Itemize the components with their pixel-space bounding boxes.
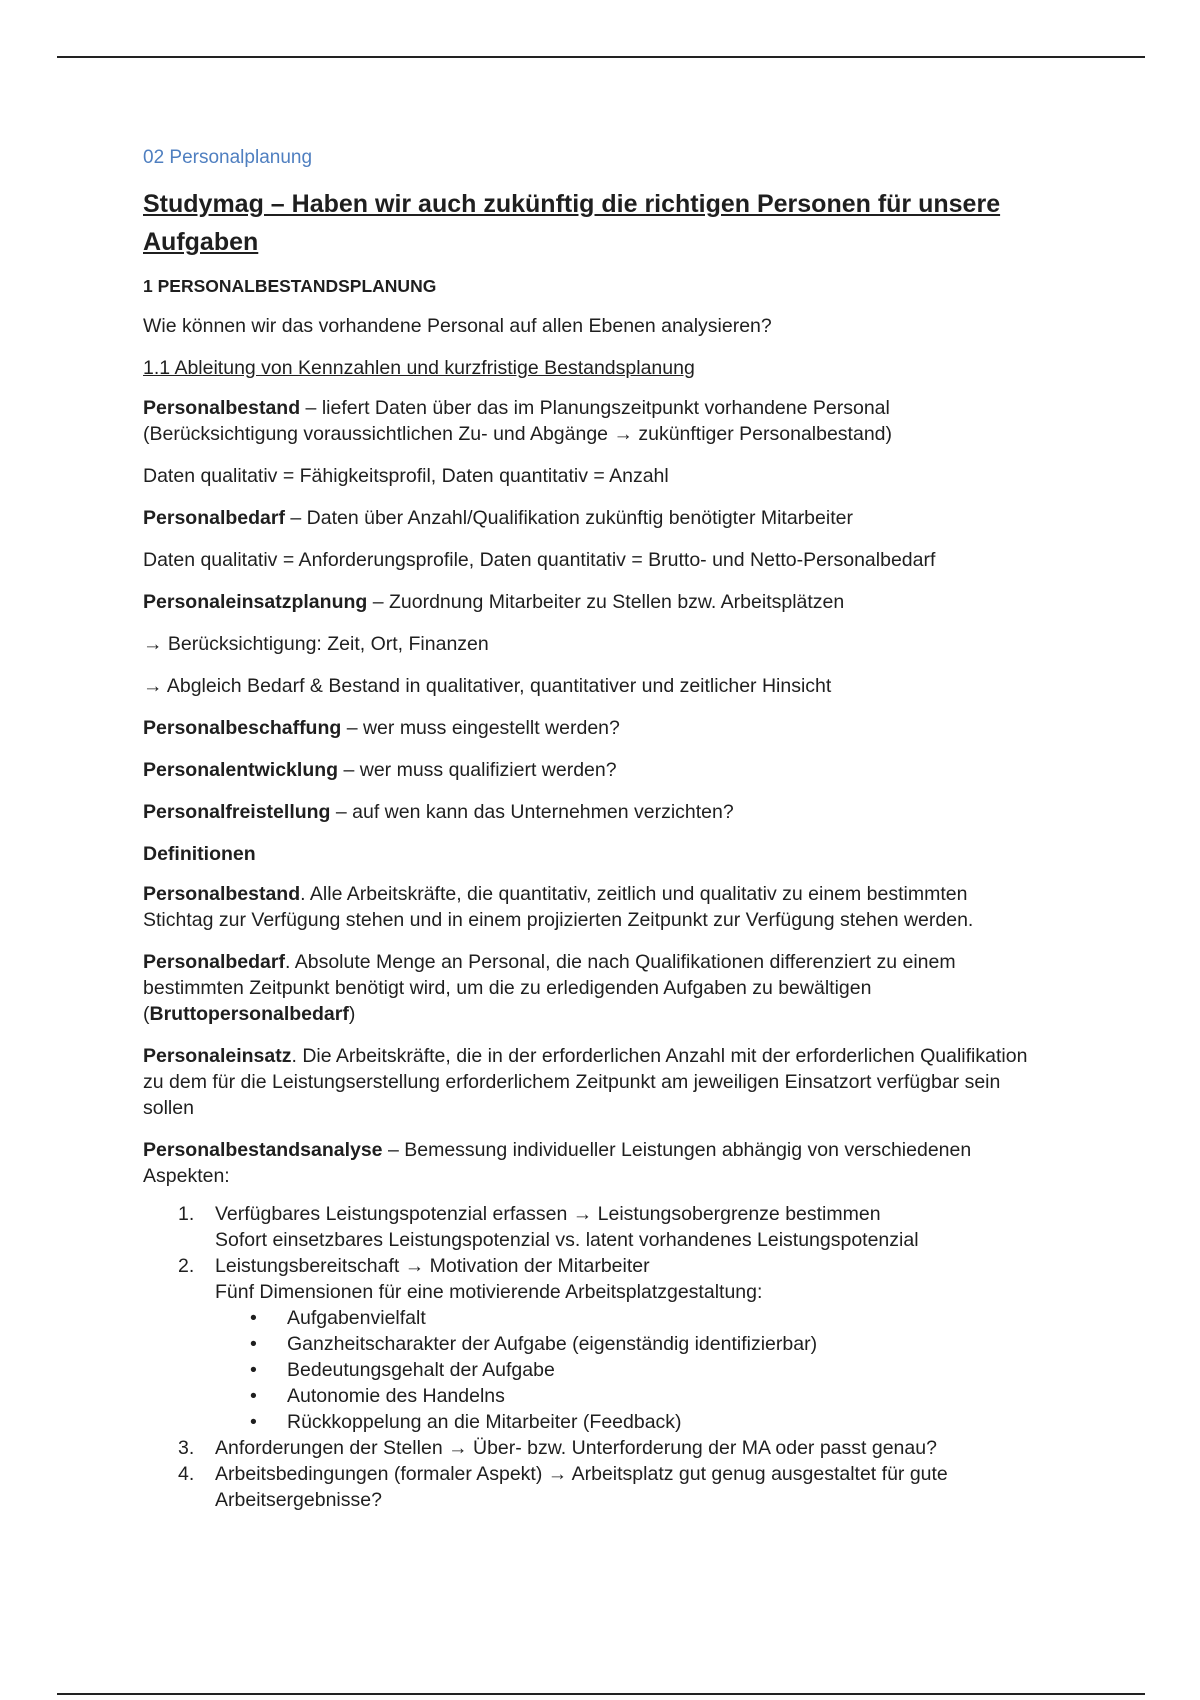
para-personalbestandsanalyse: Personalbestandsanalyse – Bemessung individueller Leistungen abhängig von verschiedenen Aspekten: [143, 1139, 972, 1187]
bullet-icon: • [250, 1385, 257, 1407]
bullet-icon: • [250, 1307, 257, 1329]
analysis-list [143, 1201, 1043, 1513]
bullet-item: • Aufgabenvielfalt [250, 1307, 426, 1329]
list-item: 4. Arbeitsbedingungen (formaler Aspekt) → Arbeitsplatz gut genug ausgestaltet für gute Arbeitsergebnisse? [178, 1463, 948, 1511]
section-heading: 1 PERSONALBESTANDSPLANUNG [143, 276, 437, 296]
definitions-heading: Definitionen [143, 843, 256, 865]
bullet-item: • Ganzheitscharakter der Aufgabe (eigenständig identifizierbar) [250, 1333, 818, 1355]
top-rule [57, 56, 1145, 58]
arrow-note-2: → Abgleich Bedarf & Bestand in qualitativer, quantitativer und zeitlicher Hinsicht [143, 675, 832, 697]
bottom-rule [57, 1693, 1145, 1695]
para-personalfreistellung: Personalfreistellung – auf wen kann das Unternehmen verzichten? [143, 801, 734, 823]
document-body [143, 145, 1043, 1513]
list-item: 2. Leistungsbereitschaft → Motivation der Mitarbeiter Fünf Dimensionen für eine motivierende Arbeitsplatzgestaltung: • Aufgabenvielfalt • Ganzheitscharakter der Aufgabe (eigenständig identifizierbar) • Bedeutungsgehalt der Aufgabe • Autonomie des Handelns • Rückkoppelung an die Mitarbeiter (Feedback) [215, 1253, 1043, 1435]
bullet-item: • Bedeutungsgehalt der Aufgabe [250, 1359, 555, 1381]
bullet-icon: • [250, 1359, 257, 1381]
bullet-icon: • [250, 1411, 257, 1433]
para-personalbestand: Personalbestand – liefert Daten über das im Planungszeitpunkt vorhandene Personal (Berücksichtigung voraussichtlichen Zu- und Abgänge → zukünftiger Personalbestand) [143, 397, 893, 445]
bullet-icon: • [250, 1333, 257, 1355]
list-item: 3. Anforderungen der Stellen → Über- bzw. Unterforderung der MA oder passt genau? [178, 1437, 937, 1459]
arrow-note-1: → Berücksichtigung: Zeit, Ort, Finanzen [143, 633, 489, 655]
header-label: 02 Personalplanung [143, 147, 313, 168]
para-personalbeschaffung: Personalbeschaffung – wer muss eingestellt werden? [143, 717, 620, 739]
para-personalentwicklung: Personalentwicklung – wer muss qualifiziert werden? [143, 759, 617, 781]
page-title: Studymag – Haben wir auch zukünftig die richtigen Personen für unsere Aufgaben [143, 190, 1001, 256]
para-personalbedarf: Personalbedarf – Daten über Anzahl/Qualifikation zukünftig benötigter Mitarbeiter [143, 507, 853, 529]
def-personaleinsatz: Personaleinsatz. Die Arbeitskräfte, die in der erforderlichen Anzahl mit der erforderlichen Qualifikation zu dem für die Leistungserstellung erforderlichem Zeitpunkt am jeweiligen Einsatzort verfügbar sein sollen [143, 1045, 1028, 1119]
list-item: 1. Verfügbares Leistungspotenzial erfassen → Leistungsobergrenze bestimmen Sofort einsetzbares Leistungspotenzial vs. latent vorhandenes Leistungspotenzial [178, 1203, 919, 1251]
def-personalbestand: Personalbestand. Alle Arbeitskräfte, die quantitativ, zeitlich und qualitativ zu einem bestimmten Stichtag zur Verfügung stehen und in einem projizierten Zeitpunkt zur Verfügung stehen werden. [143, 883, 974, 931]
bullet-item: • Autonomie des Handelns [250, 1385, 505, 1407]
question-text: Wie können wir das vorhandene Personal auf allen Ebenen analysieren? [143, 315, 772, 337]
def-personalbedarf: Personalbedarf. Absolute Menge an Personal, die nach Qualifikationen differenziert zu einem bestimmten Zeitpunkt benötigt wird, um die zu erledigenden Aufgaben zu bewältigen (Bruttopersonalbedarf) [143, 951, 956, 1025]
para-bedarf-data: Daten qualitativ = Anforderungsprofile, Daten quantitativ = Brutto- und Netto-Personalbedarf [143, 549, 936, 571]
dimension-bullet-list [215, 1305, 1043, 1435]
para-bestand-data: Daten qualitativ = Fähigkeitsprofil, Daten quantitativ = Anzahl [143, 465, 669, 487]
sub-heading: 1.1 Ableitung von Kennzahlen und kurzfristige Bestandsplanung [143, 357, 695, 379]
para-personaleinsatzplanung: Personaleinsatzplanung – Zuordnung Mitarbeiter zu Stellen bzw. Arbeitsplätzen [143, 591, 845, 613]
bullet-item: • Rückkoppelung an die Mitarbeiter (Feedback) [250, 1411, 682, 1433]
